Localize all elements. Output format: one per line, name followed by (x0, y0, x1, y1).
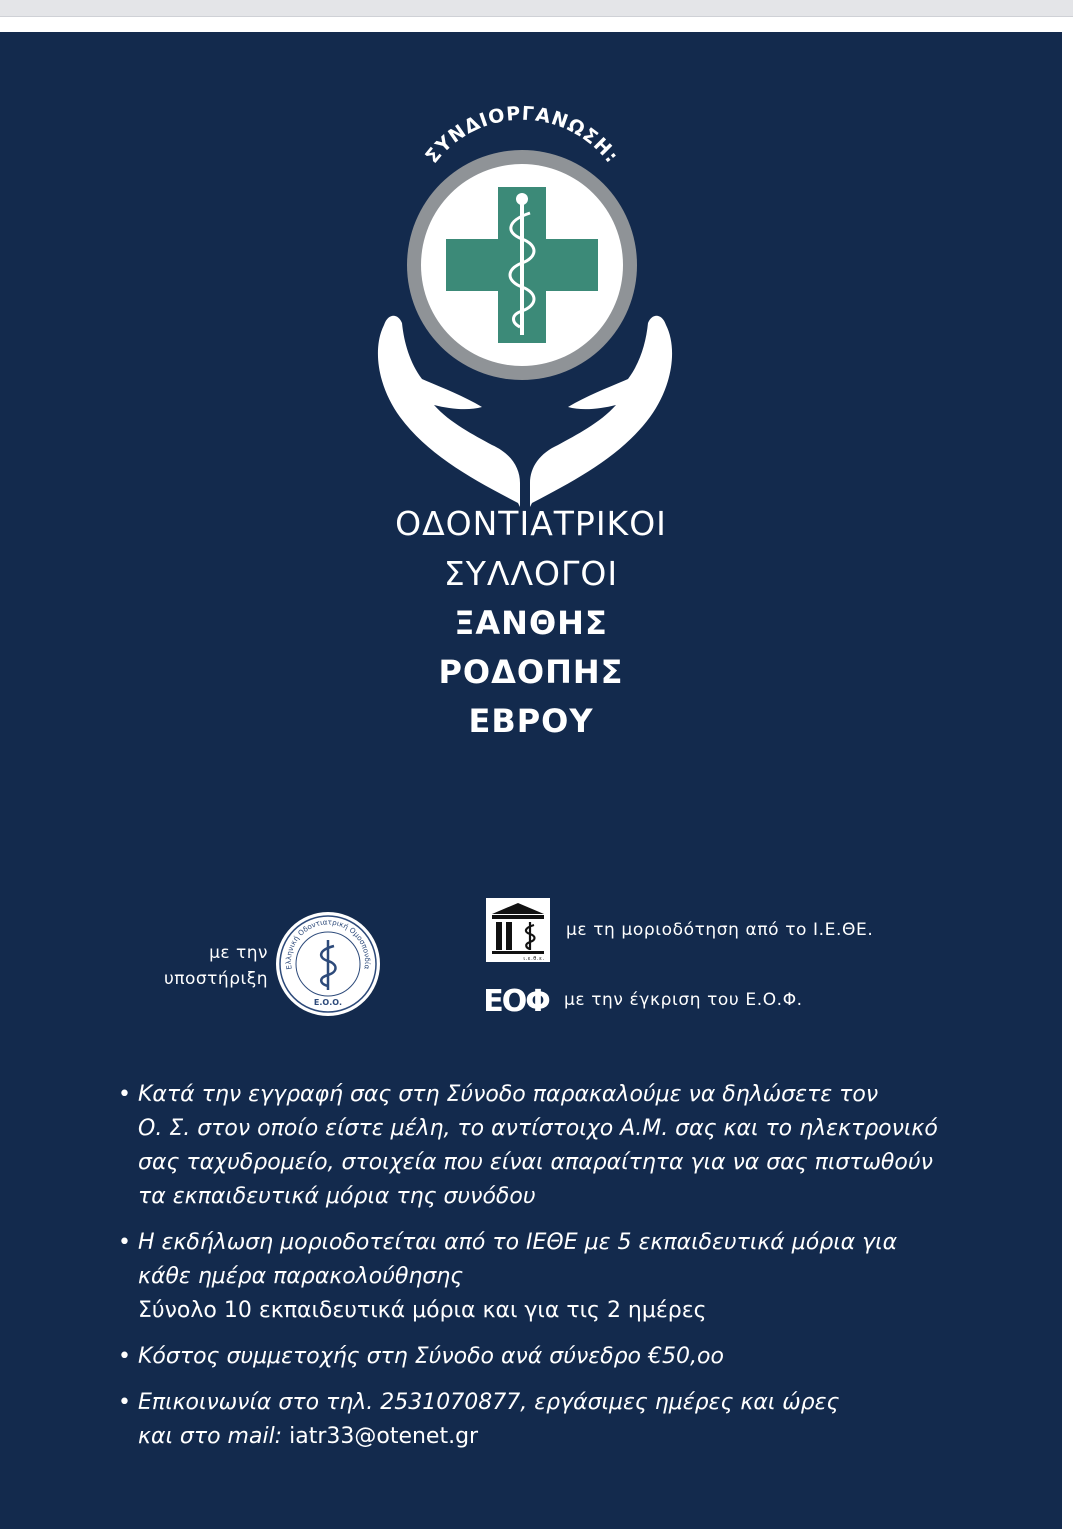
bullet: • (118, 1344, 131, 1369)
organizer-rodopi: ΡΟΔΟΠΗΣ (438, 653, 624, 691)
note-cost (118, 1340, 998, 1374)
organizer-evros: ΕΒΡΟΥ (468, 702, 594, 740)
browser-top-bar (0, 0, 1073, 17)
organizers-line-2: ΣΥΛΛΟΓΟΙ (443, 554, 619, 593)
eof-credit-text: με την έγκριση του Ε.Ο.Φ. (564, 990, 803, 1010)
co-organizer-emblem (370, 87, 680, 527)
information-notes (118, 1078, 998, 1466)
note-registration-line-2: Ο. Σ. στον οποίο είστε μέλη, το αντίστοιχο Α.Μ. σας και το ηλεκτρονικό (138, 1116, 938, 1141)
note-credits-total: Σύνολο 10 εκπαιδευτικά μόρια και για τις 2 ημέρες (138, 1298, 707, 1323)
seal-abbreviation: Ε.Ο.Ο. (313, 998, 343, 1007)
co-organizer-arc-label: ΣΥΝΔΙΟΡΓΑΝΩΣΗ: (421, 102, 623, 168)
eoo-seal-logo (274, 910, 382, 1018)
ieoe-credit (486, 898, 873, 962)
svg-text:Ελληνική Οδοντιατρική Ομοσπονδ: Ελληνική Οδοντιατρική Ομοσπονδία (283, 917, 373, 971)
support-block (150, 910, 390, 1022)
note-credits-line-2: κάθε ημέρα παρακολούθησης (138, 1264, 464, 1289)
note-credits (118, 1226, 998, 1328)
svg-text:ι.ε.θ.ε.: ι.ε.θ.ε. (523, 956, 545, 962)
eof-credit (478, 983, 803, 1017)
support-label (150, 940, 268, 992)
note-contact-line-1: Επικοινωνία στο τηλ. 2531070877, εργάσιμες ημέρες και ώρες (138, 1390, 840, 1415)
bullet: • (118, 1230, 131, 1255)
note-contact-mail-label: και στο mail: (138, 1424, 283, 1449)
note-contact (118, 1386, 998, 1454)
note-registration-line-3: σας ταχυδρομείο, στοιχεία που είναι απαραίτητα για να σας πιστωθούν (138, 1150, 933, 1175)
ieoe-temple-logo (486, 898, 550, 962)
note-contact-line-2 (138, 1420, 998, 1454)
organizers-block (0, 499, 1062, 746)
bullet: • (118, 1390, 131, 1415)
eof-logo (478, 983, 554, 1017)
bullet: • (118, 1082, 131, 1107)
note-registration-line-1: Κατά την εγγραφή σας στη Σύνοδο παρακαλούμε να δηλώσετε τον (138, 1082, 879, 1107)
note-credits-line-1: Η εκδήλωση μοριοδοτείται από το ΙΕΘΕ με 5 εκπαιδευτικά μόρια για (138, 1230, 898, 1255)
contact-email-link[interactable]: iatr33@otenet.gr (282, 1424, 479, 1449)
organizer-xanthi: ΞΑΝΘΗΣ (454, 604, 608, 642)
note-registration-line-4: τα εκπαιδευτικά μόρια της συνόδου (138, 1184, 536, 1209)
event-poster (0, 32, 1062, 1529)
support-label-line-1: με την (209, 943, 268, 963)
note-registration (118, 1078, 998, 1214)
organizers-line-1: ΟΔΟΝΤΙΑΤΡΙΚΟΙ (395, 504, 667, 543)
svg-text:ΕΟΦ: ΕΟΦ (483, 984, 549, 1017)
ieoe-credit-text: με τη μοριοδότηση από το Ι.Ε.ΘΕ. (566, 920, 874, 940)
note-cost-line-1: Κόστος συμμετοχής στη Σύνοδο ανά σύνεδρο €50,οο (138, 1344, 724, 1369)
support-label-line-2: υποστήριξη (163, 969, 268, 989)
